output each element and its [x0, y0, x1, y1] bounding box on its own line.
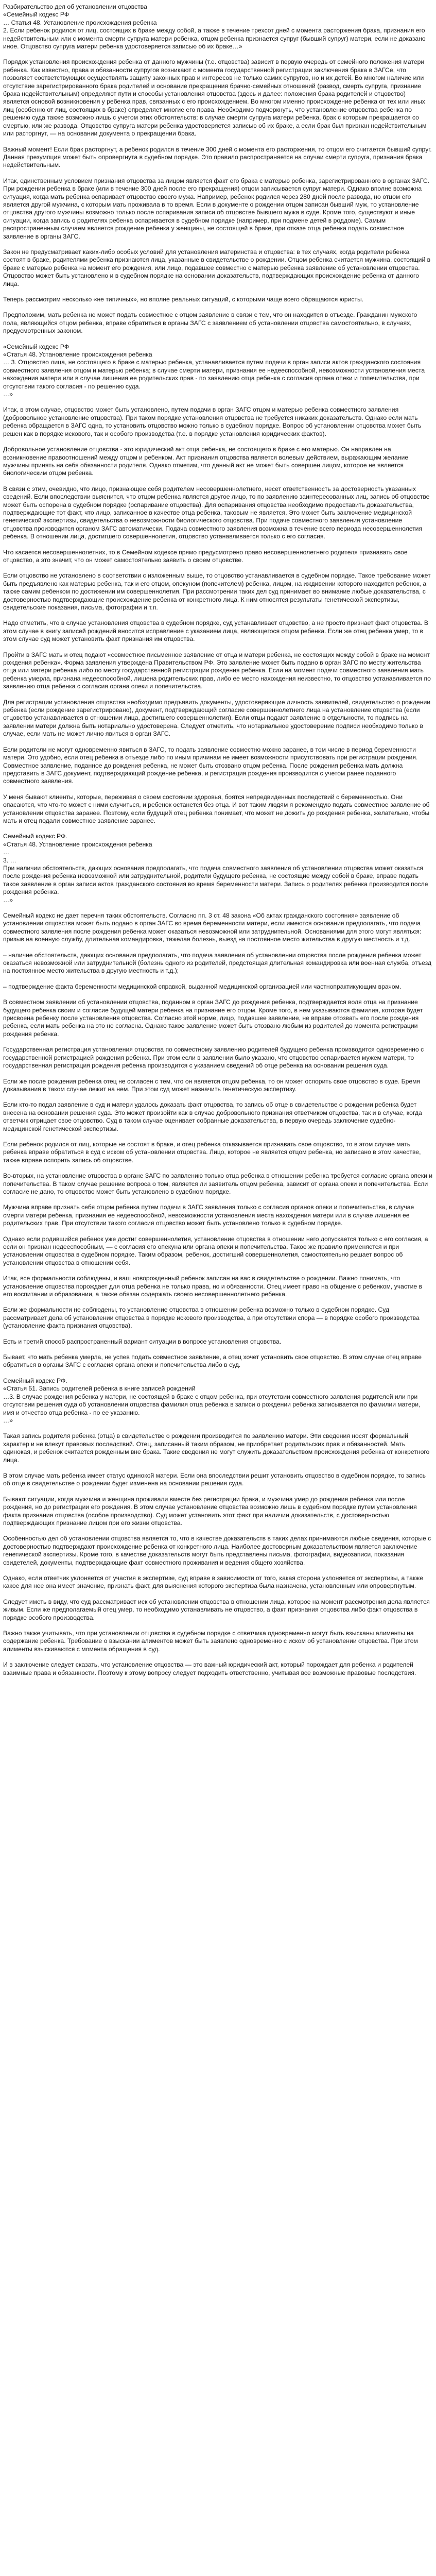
- document-paragraph: Важно также учитывать, что при установлении отцовства в судебном порядке с ответчика одновременно могут быть взысканы алименты на содержание ребенка. Требование о взыскании алиментов может быть заявлено одновременно с иском об установлении отцовства. При этом алименты взыскиваются с момента обращения в суд.: [3, 1630, 420, 1653]
- document-body: [3, 3, 433, 1677]
- document-paragraph: В совместном заявлении об установлении отцовства, поданном в орган ЗАГС до рождения ребенка, подтверждается воля отца на признание будущего ребенка своим и согласие будущей матери ребенка на признание его отцом. Кроме того, в нем указываются фамилия, которая будет присвоена ребенку после установления отцовства. Согласно этой норме, лицо, подавшее заявление, не вправе отозвать его после рождения ребенка, если мать ребенка на это не согласна. Однако такое заявление может быть отозвано любым из родителей до момента регистрации рождения ребенка.: [3, 998, 425, 1038]
- document-paragraph: Мужчина вправе признать себя отцом ребенка путем подачи в ЗАГС заявления только с согласия органов опеки и попечительства, в случае смерти матери ребенка, признания ее недееспособной, невозможности установления места нахождения матери или в случае лишения ее родительских прав. При отсутствии такого согласия отцовство может быть установлено только в судебном порядке.: [3, 1204, 416, 1227]
- document-paragraph: «Семейный кодекс РФ «Статья 48. Установление происхождения ребенка … 3. Отцовство лица, не состоящего в браке с матерью ребенка, устанавливается путем подачи в орган записи актов гражданского состояния совместного заявления отцом и матерью ребенка; в случае смерти матери, признания ее недееспособной, невозможности установления места нахождения матери или в случае лишения ее родительских прав - по заявлению отца ребенка с согласия органа опеки и попечительства, при отсутствии такого согласия - по решению суда. …»: [3, 343, 425, 398]
- document-paragraph: Такая запись родителя ребенка (отца) в свидетельстве о рождении производится по заявлению матери. Эти сведения носят формальный характер и не влекут правовых последствий. Отец, записанный таким образом, не приобретает родительских прав и обязанностей. Мать одинокая, и ребенок считается рожденным вне брака. Такие сведения не могут служить доказательством происхождения ребенка от конкретного лица.: [3, 1432, 431, 1464]
- document-paragraph: Если же после рождения ребенка отец не согласен с тем, что он является отцом ребенка, то он может оспорить свое отцовство в суде. Бремя доказывания в таком случае лежит на нем. При этом суд может назначить генетическую экспертизу.: [3, 1077, 422, 1093]
- document-paragraph: И в заключение следует сказать, что установление отцовства — это важный юридический акт, который порождает для ребенка и родителей взаимные права и обязанности. Поэтому к этому вопросу следует подходить ответственно, учитывая все возможные правовые последствия.: [3, 1661, 416, 1676]
- document-paragraph: Надо отметить, что в случае установления отцовства в судебном порядке, суд устанавливает отцовство, а не просто признает факт отцовства. В этом случае в книгу записей рождений вносится исправление с указанием лица, являющегося отцом ребенка. Если же отец ребенка умер, то в этом случае суд может установить факт признания им отцовства.: [3, 619, 430, 643]
- document-paragraph: Однако, если ответчик уклоняется от участия в экспертизе, суд вправе в зависимости от того, какая сторона уклоняется от экспертизы, а также какое для нее она имеет значение, признать факт, для выяснения которого экспертиза была назначена, установленным или опровергнутым.: [3, 1574, 425, 1590]
- document-paragraph: Следует иметь в виду, что суд рассматривает иск об установлении отцовства в отношении лица, которое на момент рассмотрения дела является живым. Если же предполагаемый отец умер, то необходимо устанавливать не отцовство, а факт признания отцовства либо факт отцовства в порядке особого производства.: [3, 1598, 432, 1621]
- document-paragraph: Если родители не могут одновременно явиться в ЗАГС, то подать заявление совместно можно заранее, в том числе в период беременности матери. Это удобно, если отец ребенка в отъезде либо по иным причинам не имеет возможности присутствовать при регистрации рождения. Совместное заявление, поданное до рождения ребенка, не может быть отозвано отцом ребенка. После рождения ребенка мать должна представить в ЗАГС документ, подтверждающий рождение ребенка, и регистрация рождения производится с учетом ранее поданного совместного заявления.: [3, 745, 420, 785]
- document-paragraph: Итак, все формальности соблюдены, и ваш новорожденный ребенок записан на вас в свидетельстве о рождении. Важно понимать, что установление отцовства порождает для отца ребенка не только права, но и обязанности. Отец имеет право на общение с ребенком, участие в его воспитании и образовании, а также обязан содержать своего несовершеннолетнего ребенка.: [3, 1275, 424, 1298]
- document-paragraph: У меня бывают клиенты, которые, переживая о своем состоянии здоровья, боятся непредвиденных последствий с беременностью. Они опасаются, что что-то может с ними случиться, и ребенок останется без отца. И вот таким людям я рекомендую подать совместное заявление об установлении отцовства заранее. Поэтому, если будущий отец ребенка понимает, что может не дожить до рождения ребенка, желательно, чтобы мать и отец подали совместное заявление заранее.: [3, 793, 431, 824]
- document-paragraph: Теперь рассмотрим несколько «не типичных», но вполне реальных ситуаций, с которыми чаще всего обращаются юристы.: [3, 296, 364, 303]
- document-paragraph: В связи с этим, очевидно, что лицо, признающее себя родителем несовершеннолетнего, несет ответственность за достоверность указанных сведений. Если впоследствии выяснится, что отцом ребенка является другое лицо, то по заявлению заинтересованных лиц, запись об отцовстве может быть оспорена в судебном порядке (оспаривание отцовства). Для оспаривания отцовства необходимо предоставить доказательства, подтверждающие тот факт, что лицо, записанное в качестве отца ребенка, таковым не является. Это может быть заключение медицинской генетической экспертизы, свидетельства о невозможности биологического отцовства. При подаче совместного заявления установление отцовства производится органом ЗАГС автоматически. Подача совместного заявления возможна в течение всего периода несовершеннолетия ребенка. В отношении лица, достигшего совершеннолетия, отцовство устанавливается только с его согласия.: [3, 485, 431, 540]
- document-paragraph: Бывают ситуации, когда мужчина и женщина проживали вместе без регистрации брака, и мужчина умер до рождения ребенка или после рождения, но до регистрации его рождения. В этом случае установление отцовства возможно лишь в судебном порядке путем установления факта признания отцовства (особое производство). Суд может установить этот факт при наличии доказательств, с достоверностью подтверждающих признание лицом при его жизни отцовства.: [3, 1495, 419, 1527]
- document-paragraph: Особенностью дел об установлении отцовства является то, что в качестве доказательств в таких делах принимаются любые сведения, которые с достоверностью подтверждают происхождение ребенка от конкретного лица. Наиболее достоверным доказательством является заключение генетической экспертизы. Кроме того, в качестве доказательств могут быть представлены письма, фотографии, видеозаписи, показания свидетелей, документы, подтверждающие факт совместного проживания и ведения общего хозяйства.: [3, 1535, 433, 1566]
- document-paragraph: – наличие обстоятельств, дающих основания предполагать, что подача заявления об установлении отцовства после рождения ребенка может оказаться невозможной или затруднительной (болезнь одного из родителей, предстоящая длительная командировка или военная служба, отъезд на постоянное место жительства в другую местность и т.д.);: [3, 951, 433, 975]
- document-paragraph: Если же формальности не соблюдены, то установление отцовства в отношении ребенка возможно только в судебном порядке. Суд рассматривает дела об установлении отцовства в порядке искового производства, а при отсутствии спора — в порядке особого производства (установление факта признания отцовства).: [3, 1306, 422, 1330]
- document-paragraph: В этом случае мать ребенка имеет статус одинокой матери. Если она впоследствии решит установить отцовство в судебном порядке, то запись об отце в свидетельстве о рождении будет изменена на основании решения суда.: [3, 1471, 428, 1487]
- document-paragraph: Итак, в этом случае, отцовство может быть установлено, путем подачи в орган ЗАГС отцом и матерью ребенка совместного заявления (добровольное установление отцовства). При таком порядке установления отцовства не требуется никаких доказательств. Однако если мать ребенка обращается в ЗАГС одна, то установить отцовство можно только в судебном порядке. Вопрос об установлении отцовства может быть решен как в порядке искового, так и особого производства (т.е. в порядке установления юридических фактов).: [3, 406, 423, 437]
- document-paragraph: Есть и третий способ распространенный вариант ситуации в вопросе установления отцовства.: [3, 1337, 282, 1345]
- document-paragraph: Если ребенок родился от лиц, которые не состоят в браке, и отец ребенка отказывается признавать свое отцовство, то в этом случае мать ребенка вправе обратиться в суд с иском об установлении отцовства. Лицо, которое не является отцом ребенка, но записано в этом качестве, также вправе оспорить запись об отцовстве.: [3, 1140, 423, 1164]
- document-paragraph: Если кто-то подал заявление в суд и матери удалось доказать факт отцовства, то запись об отце в свидетельстве о рождении ребенка будет внесена на основании решения суда. Это может произойти как в случае добровольного признания ответчиком отцовства, так и в случае, когда ответчик отрицает свое отцовство. Суд в таком случае оценивает собранные доказательства, в первую очередь заключение судебно-медицинской генетической экспертизы.: [3, 1101, 424, 1132]
- document-paragraph: Итак, единственным условием признания отцовства за лицом является факт его брака с матерью ребенка, зарегистрированного в органах ЗАГС. При рождении ребенка в браке (или в течение 300 дней после его прекращения) отцом записывается супруг матери. Однако вполне возможна ситуация, когда мать ребенка оспаривает отцовство своего мужа. Например, ребенок родился через 280 дней после развода, но отцом его является другой мужчина, с которым мать проживала в то время. Если в документе о рождении отцом записан бывший муж, то установление отцовства другого мужчины возможно только после оспаривания записи об отцовстве бывшего мужа в суде. Кроме того, существуют и иные ситуации, когда запись о родителях ребенка оспаривается в судебном порядке (например, при подмене детей в роддоме). Самым распространенным случаем является рождение ребенка у женщины, не состоящей в браке, при отказе отца ребенка подать совместное заявление в органы ЗАГС.: [3, 177, 431, 240]
- document-paragraph: – подтверждение факта беременности медицинской справкой, выданной медицинской организацией или частнопрактикующим врачом.: [3, 982, 402, 990]
- document-paragraph: Во-вторых, на установление отцовства в органе ЗАГС по заявлению только отца ребенка в отношении ребенка требуется согласие органа опеки и попечительства. В таком случае решение вопроса о том, является ли заявитель отцом ребенка, зависит от органа опеки и попечительства. Если согласие не дано, то отцовство может быть установлено в судебном порядке.: [3, 1172, 434, 1195]
- document-paragraph: Добровольное установление отцовства - это юридический акт отца ребенка, не состоящего в браке с его матерью. Он направлен на возникновение правоотношений между отцом и ребенком. Акт признания отцовства является волевым действием, выражающим желание мужчины принять на себя обязанности родителя. Однако отметим, что данный акт не может быть совершен лицом, которое не является биологическим отцом ребенка.: [3, 446, 410, 477]
- document-paragraph: Что касается несовершеннолетних, то в Семейном кодексе прямо предусмотрено право несовершеннолетнего родителя признавать свое отцовство, а это значит, что он может самостоятельно заявить о своем отцовстве.: [3, 548, 409, 564]
- document-paragraph: Предположим, мать ребенка не может подать совместное с отцом заявление в связи с тем, что он находится в отъезде. Гражданин мужского пола, являющийся отцом ребенка, вправе обратиться в органы ЗАГС с заявлением об установлении отцовства самостоятельно, в случаях, предусмотренных законом.: [3, 311, 419, 335]
- document-intro-block: Разбирательство дел об установлении отцовства «Семейный кодекс РФ … Статья 48. Установление происхождения ребенка 2. Если ребенок родился от лиц, состоящих в браке между собой, а также в течение трехсот дней с момента расторжения брака, признания его недействительным или с момента смерти супруга матери ребенка, отцом ребенка признается супруг (бывший супруг) матери, если не доказано иное. Отцовство супруга матери ребенка удостоверяется записью об их браке…»: [3, 3, 426, 50]
- document-paragraph: Порядок установления происхождения ребенка от данного мужчины (т.е. отцовства) зависит в первую очередь от семейного положения матери ребенка. Как известно, права и обязанности супругов возникают с момента государственной регистрации заключения брака в ЗАГСе, что позволяет соответствующих осуществлять защиту законных прав и интересов не только самих супругов, но и их детей. Во многом наличие или отсутствие зарегистрированного брака родителей и основание прекращения брачно-семейных отношений (развод, смерть супруга, признание брака недействительным) определяют пути и способы установления отцовства (здесь и далее: положения брака родителей и отцовство) является основой возникновения у ребенка прав, связанных с его происхождением. Во многом именно происхождение ребенка от тех или иных лиц (особенно от лиц, состоящих в браке) определяет многие его права. Необходимо подчеркнуть, что установление отцовства ребенка по решению суда также возможно лишь с учетом этих обстоятельств: в случае смерти супруга матери ребенка, брак с которым прекращается со смертью, или же развода. Отцовство супруга матери ребенка удостоверяется записью об их браке, а если брак был признан недействительным или расторгнут, — на основании документа о прекращении брака.: [3, 58, 428, 138]
- document-paragraph: Однако если родившийся ребенок уже достиг совершеннолетия, установление отцовства в отношении него допускается только с его согласия, а если он признан недееспособным, — с согласия его опекуна или органа опеки и попечительства. Такое же правило применяется и при установлении отцовства в судебном порядке. Таким образом, ребенок, достигший совершеннолетия, самостоятельно решает вопрос об установлении отцовства в отношении себя.: [3, 1235, 430, 1266]
- document-paragraph: Для регистрации установления отцовства необходимо предъявить документы, удостоверяющие личность заявителей, свидетельство о рождении ребенка (если рождение зарегистрировано), документ, подтверждающий согласие совершеннолетнего лица на установление отцовства (если отцовство устанавливается в отношении лица, достигшего совершеннолетия). Если отцы подают заявление в отдельности, то подпись на заявлении матери должна быть нотариально удостоверена. Следует отметить, что нотариальное удостоверение подписи необходимо только в случае, если мать не может лично явиться в орган ЗАГС.: [3, 698, 432, 738]
- document-paragraph: Семейный кодекс РФ. «Статья 51. Запись родителей ребенка в книге записей рождений …3. В случае рождения ребенка у матери, не состоящей в браке с отцом ребенка, при отсутствии совместного заявления родителей или при отсутствии решения суда об установлении отцовства фамилия отца ребенка в записи о рождении ребенка записывается по фамилии матери, имя и отчество отца ребенка - по ее указанию. …»: [3, 1377, 421, 1424]
- document-paragraph: Пройти в ЗАГС мать и отец подают «совместное письменное заявление от отца и матери ребенка, не состоящих между собой в браке на момент рождения ребенка». Форма заявления утверждена Правительством РФ. Это заявление может быть подано в орган ЗАГС по месту жительства отца или матери ребенка либо по месту государственной регистрации рождения ребенка. Если на момент подачи совместного заявления мать ребенка умерла, признана недееспособной, лишена родительских прав, либо ее место нахождения неизвестно, то отцовство устанавливается по заявлению отца ребенка с согласия органа опеки и попечительства.: [3, 651, 433, 690]
- document-paragraph: Государственная регистрация установления отцовства по совместному заявлению родителей будущего ребенка производится одновременно с государственной регистрацией рождения ребенка. При этом если в заявлении было указано, что отцовство оспаривается мужем матери, то государственная регистрация рождения ребенка производится с указанием сведений об отце ребенка на основании решения суда.: [3, 1046, 426, 1070]
- document-paragraph: Бывает, что мать ребенка умерла, не успев подать совместное заявление, а отец хочет установить свое отцовство. В этом случае отец вправе обратиться в органы ЗАГС с согласия органа опеки и попечительства либо в суд.: [3, 1353, 424, 1369]
- document-paragraph: Если отцовство не установлено в соответствии с изложенным выше, то отцовство устанавливается в судебном порядке. Такое требование может быть предъявлено как матерью ребенка, так и его отцом, опекуном (попечителем) ребенка, лицом, на иждивении которого находится ребенок, а также самим ребенком по достижении им совершеннолетия. При рассмотрении таких дел суд принимает во внимание любые доказательства, с достоверностью подтверждающие происхождение ребенка от конкретного лица. К ним относятся результаты генетической экспертизы, свидетельские показания, письма, фотографии и т.п.: [3, 572, 432, 611]
- document-paragraph: Семейный кодекс РФ. «Статья 48. Установление происхождения ребенка … 3. … При наличии обстоятельств, дающих основания предполагать, что подача совместного заявления об установлении отцовства может оказаться после рождения ребенка невозможной или затруднительной, родители будущего ребенка, не состоящие между собой в браке, вправе подать такое заявление в орган записи актов гражданского состояния во время беременности матери. Запись о родителях ребенка производится после рождения ребенка. …»: [3, 833, 428, 904]
- document-paragraph: Важный момент! Если брак расторгнут, а ребенок родился в течение 300 дней с момента его расторжения, то отцом его считается бывший супруг. Данная презумпция может быть опровергнута в судебном порядке. Это правило распространяется на случаи смерти супруга, признания брака недействительным.: [3, 145, 434, 169]
- document-paragraph: Семейный кодекс не дает перечня таких обстоятельств. Согласно пп. 3 ст. 48 закона «Об актах гражданского состояния» заявление об установлении отцовства может быть подано в орган ЗАГС во время беременности матери, если имеются основания предполагать, что подача совместного заявления после рождения ребенка может оказаться невозможной или затруднительной. Основаниями для этого могут являться: призыв на военную службу, длительная командировка, тяжелая болезнь, выезд на постоянное место жительства в другую местность и т.д.: [3, 912, 423, 943]
- document-paragraph: Закон не предусматривает каких-либо особых условий для установления материнства и отцовства: в тех случаях, когда родители ребенка состоят в браке, родителями ребенка признаются лица, указанные в свидетельстве о рождении. Отцом ребенка считается мужчина, состоящий в браке с матерью ребенка на момент его рождения, или лицо, подавшее совместно с матерью ребенка заявление об установлении отцовства. Отцовство может быть установлено и в судебном порядке на основании доказательств, подтверждающих происхождение ребенка от данного лица.: [3, 248, 432, 287]
